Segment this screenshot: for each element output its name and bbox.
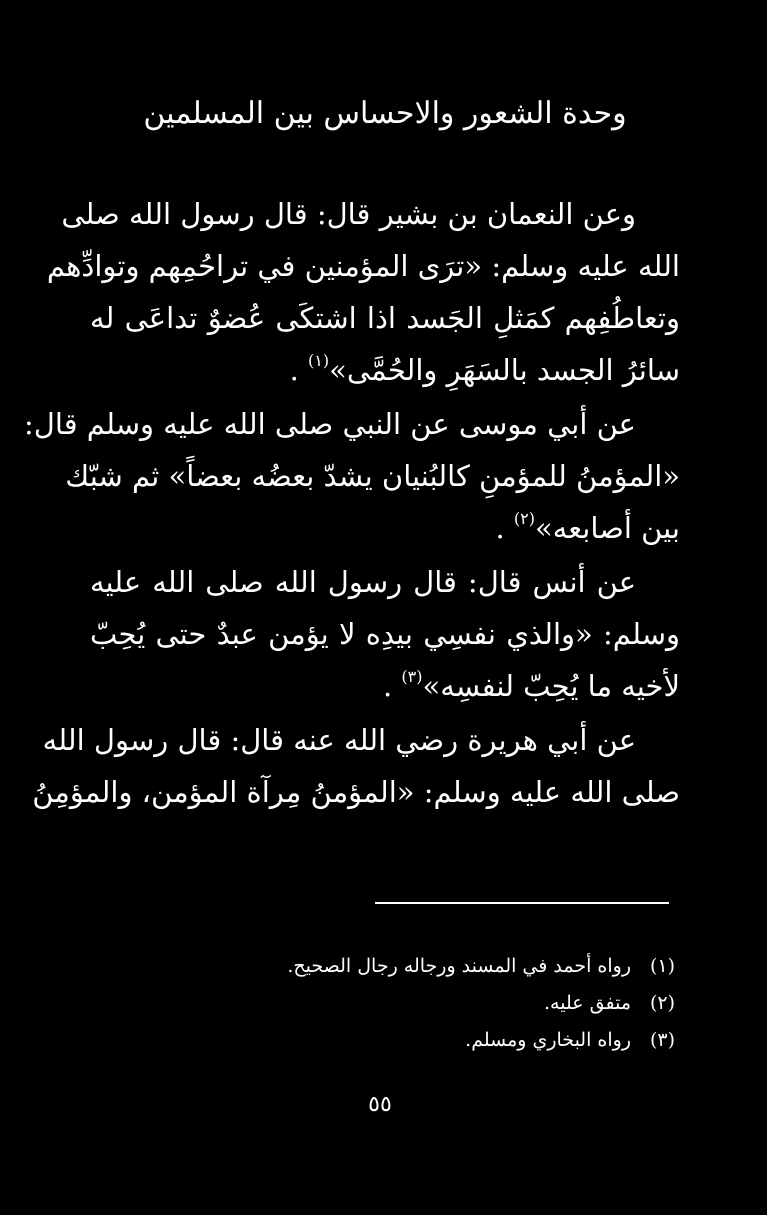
text-line-content: بين أصابعه» [535, 511, 680, 545]
text-line: عن أبي موسى عن النبي صلى الله عليه وسلم قال: [24, 407, 636, 441]
page-title: وحدة الشعور والاحساس بين المسلمين [143, 96, 627, 131]
text-line: عن أبي هريرة رضي الله عنه قال: قال رسول الله [42, 723, 636, 757]
footnote-ref-2: (٢) [513, 509, 535, 528]
text-line [90, 660, 680, 712]
footnote [90, 985, 675, 1022]
body-text [24, 188, 680, 818]
footnote-text: رواه أحمد في المسند ورجاله رجال الصحيح. [287, 955, 631, 977]
text-line: وتعاطُفِهم كمَثلِ الجَسد اذا اشتكَى عُضوٌ تداعَى له [90, 301, 680, 335]
page-number: ٥٥ [368, 1092, 392, 1117]
text-line: وعن النعمان بن بشير قال: قال رسول الله صلى [61, 197, 636, 231]
footnote [90, 948, 675, 985]
footnote [90, 1022, 675, 1059]
footnote-ref-1: (١) [308, 351, 330, 370]
text-line-content: سائرُ الجسد بالسَهَرِ والحُمَّى» [329, 353, 680, 387]
text-line-content: لأخيه ما يُحِبّ لنفسِه» [422, 669, 680, 703]
text-line [90, 502, 680, 554]
text-line: عن أنس قال: قال رسول الله صلى الله عليه [90, 565, 636, 599]
footnote-ref-3: (٣) [401, 667, 423, 686]
footnotes [90, 948, 675, 1059]
period: . [495, 511, 505, 545]
footnote-divider [375, 902, 669, 904]
footnote-number: (٢) [649, 992, 675, 1014]
footnote-text: متفق عليه. [544, 992, 631, 1014]
text-line: الله عليه وسلم: «ترَى المؤمنين في تراحُمِهم وتوادِّهم [46, 249, 680, 283]
text-line: صلى الله عليه وسلم: «المؤمنُ مِرآة المؤمن، والمؤمِنُ [32, 775, 680, 809]
footnote-number: (١) [649, 955, 675, 977]
text-line: وسلم: «والذي نفسِي بيدِه لا يؤمن عبدٌ حتى يُحِبّ [90, 617, 680, 651]
text-line [90, 344, 680, 396]
period: . [289, 353, 299, 387]
period: . [382, 669, 393, 703]
text-line: «المؤمنُ للمؤمنِ كالبُنيان يشدّ بعضُه بعضاً» ثم شبّك [65, 459, 680, 493]
footnote-text: رواه البخاري ومسلم. [465, 1029, 631, 1051]
footnote-number: (٣) [649, 1029, 675, 1051]
